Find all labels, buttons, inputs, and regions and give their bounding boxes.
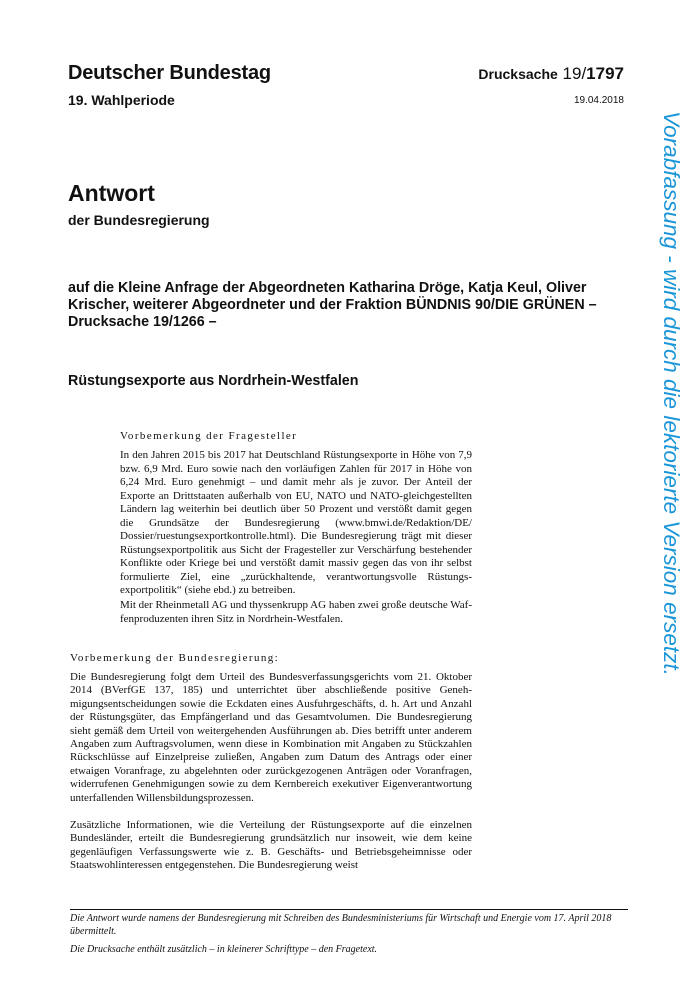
bundesregierung-heading: Vorbemerkung der Bundesregierung:: [70, 652, 280, 664]
document-subject: Rüstungsexporte aus Nordrhein-Westfalen: [68, 373, 359, 389]
draft-watermark: Vorabfassung - wird durch die lektorierte Version ersetzt.: [659, 111, 684, 676]
footer-divider: [70, 909, 628, 910]
anfrage-reference: auf die Kleine Anfrage der Abgeordneten Katharina Dröge, Katja Keul, Oliver Krischer, weiterer Abgeordneter und der Fraktion BÜNDNIS 90/DIE GRÜNEN – Drucksache 19/1266 –: [68, 280, 597, 330]
institution-name: Deutscher Bundestag: [68, 62, 271, 84]
bundesregierung-paragraph: Die Bundesregierung folgt dem Urteil des Bundesverfassungsgerichts vom 21. Oktober 2014 (BVerfGE 137, 185) und unterrichtet über abschließende positive Genehmigungsentscheidungen sowie die Eckdaten eines Ausfuhrgeschäfts, d. h. Art und Anzahl der Rüstungsgüter, das Empfängerland und das Gesamtvolumen. Die Bundesregierung sieht gemäß dem Urteil von weitergehenden Ausführungen ab. Dies betrifft unter anderem Angaben zum Auftragsvolumen, wenn diese in Kombination mit Angaben zu Stückzahlen Rückschlüsse auf Einzelpreise zuließen, Angaben zum Datum des Antrags oder einer etwaigen Voranfrage, zu abgelehnten oder zurückgezogenen Anträgen oder Voranfragen, widerrufenen Genehmigungen sowie zu dem Kernbereich exekutiver Eigenverantwortung unterfallenden Willensbildungsprozessen.: [70, 671, 472, 804]
bundesregierung-paragraph: Zusätzliche Informationen, wie die Verteilung der Rüstungsexporte auf die einzelnen Bundesländer, erteilt die Bundesregierung grundsätzlich nur insoweit, wie dem keine gegenläufigen Verfassungswerte wie z. B. Geschäfts- und Betriebsgeheimnisse oder Staatswohlinteressen entgegenstehen. Die Bundesregierung weist: [70, 819, 472, 872]
drucksache-number: [478, 64, 624, 84]
footer-note: Die Antwort wurde namens der Bundesregierung mit Schreiben des Bundesministeriums für Wirtschaft und Energie vom 17. April 2018 übermittelt.: [70, 913, 612, 937]
fragesteller-paragraph: In den Jahren 2015 bis 2017 hat Deutschland Rüstungsexporte in Höhe von 7,9 bzw. 6,9 Mrd. Euro sowie nach den vorläufigen Zahlen für 2017 in Höhe von 6,24 Mrd. Euro genehmigt – und damit mehr als je zuvor. Der Anteil der Exporte an Drittstaaten außerhalb von EU, NATO und NATO-gleichgestellten Ländern lag weiterhin bei deutlich über 50 Prozent und verstößt damit gegen die Grundsätze der Bundesregierung (www.bmwi.de/Redaktion/DE/ Dossier/ruestungsexportkontrolle.html). Die Bundesregierung trägt mit dieser Rüstungsexportpolitik aus Sicht der Fragesteller zur Verschärfung bestehender Konflikte oder Kriege bei und verstößt damit massiv gegen das von ihr selbst formulierte Ziel, eine „zurückhaltende, verantwortungsvolle Rüstungsexportpolitik“ (siehe ebd.) zu betreiben.: [120, 449, 472, 596]
drucksache-label: Drucksache: [478, 66, 558, 82]
wahlperiode: 19. Wahlperiode: [68, 92, 175, 108]
document-type: Antwort: [68, 180, 155, 206]
document-subtitle: der Bundesregierung: [68, 212, 210, 228]
fragesteller-paragraph: Mit der Rheinmetall AG und thyssenkrupp AG haben zwei große deutsche Waffenproduzenten ihren Sitz in Nordrhein-Westfalen.: [120, 599, 472, 625]
fragesteller-heading: Vorbemerkung der Fragesteller: [120, 430, 298, 442]
footer-note: Die Drucksache enthält zusätzlich – in kleinerer Schrifttype – den Fragetext.: [70, 944, 378, 955]
document-date: 19.04.2018: [573, 95, 624, 106]
drucksache-prefix: 19/: [562, 64, 587, 83]
drucksache-id: 1797: [586, 64, 624, 83]
